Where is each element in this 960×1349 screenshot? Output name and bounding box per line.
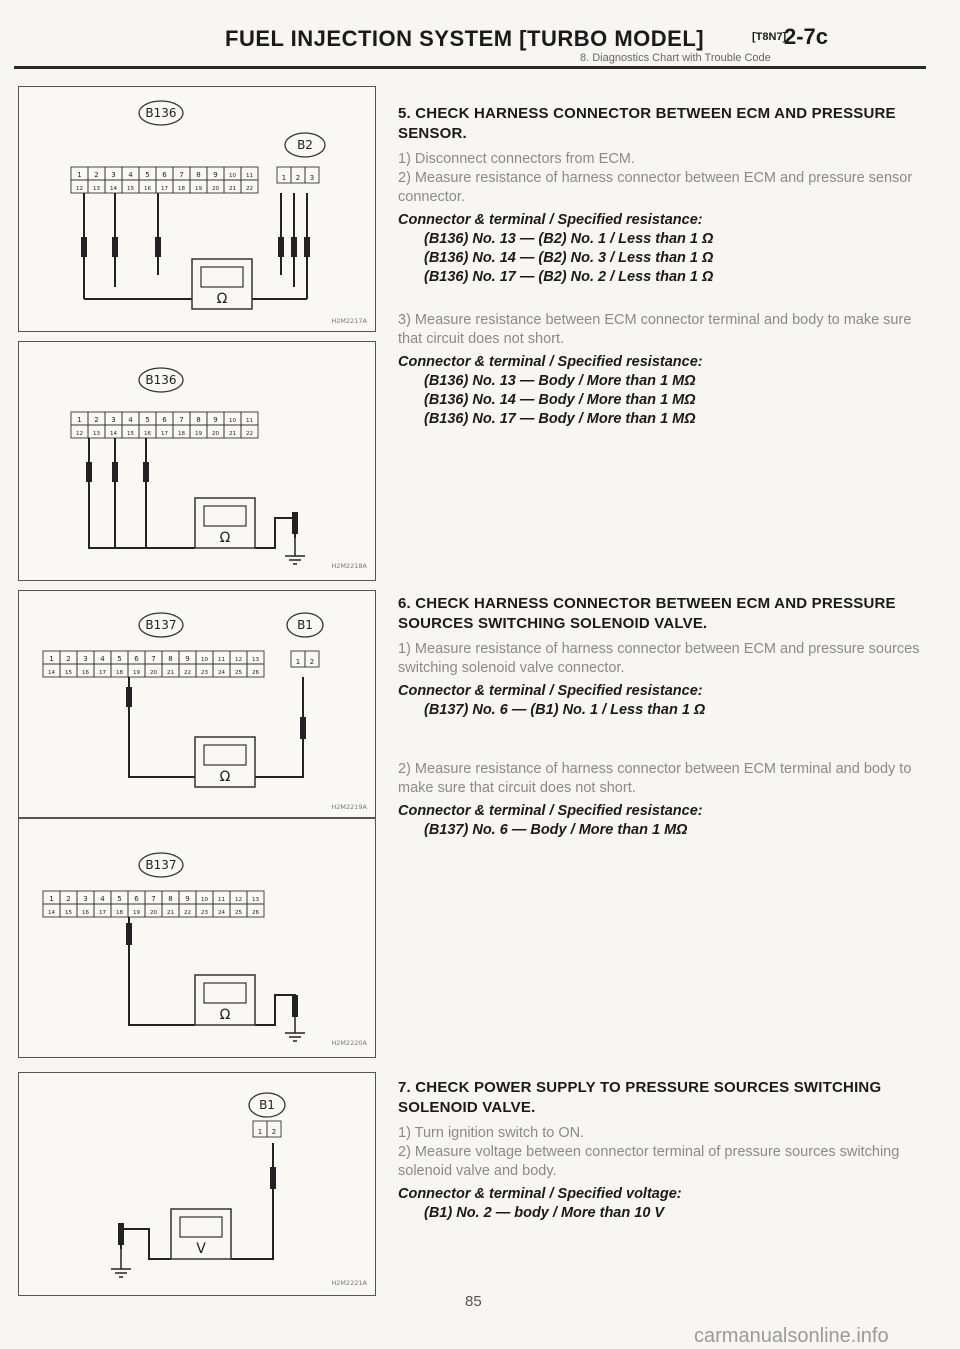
pin-number: 9 bbox=[213, 171, 218, 179]
pin-number: 18 bbox=[116, 670, 123, 676]
step-text: 1) Measure resistance of harness connector between ECM and pressure sources switching solenoid valve connector. bbox=[398, 641, 920, 676]
pin-number: 16 bbox=[144, 186, 151, 192]
step-text: 3) Measure resistance between ECM connector terminal and body to make sure that circuit does not short. bbox=[398, 312, 912, 347]
pin-number: 19 bbox=[195, 431, 202, 437]
pin-number: 25 bbox=[235, 670, 242, 676]
pin-number: 8 bbox=[168, 895, 173, 903]
pin-number: 25 bbox=[235, 910, 242, 916]
pin-number: 24 bbox=[218, 670, 225, 676]
pin-number: 3 bbox=[83, 895, 88, 903]
pin-number: 13 bbox=[93, 186, 100, 192]
ohm-symbol: Ω bbox=[219, 769, 231, 785]
pin-number: 9 bbox=[213, 416, 218, 424]
pin-number: 18 bbox=[178, 186, 185, 192]
pin-number: 18 bbox=[116, 910, 123, 916]
pin-number: 23 bbox=[201, 670, 208, 676]
pin-number: 13 bbox=[252, 897, 259, 903]
pin-number: 15 bbox=[65, 910, 72, 916]
step-text: 1) Turn ignition switch to ON. bbox=[398, 1125, 585, 1141]
pin-number: 17 bbox=[161, 186, 168, 192]
pin-number: 9 bbox=[185, 655, 190, 663]
pin-number: 20 bbox=[212, 186, 219, 192]
pin-number: 23 bbox=[201, 910, 208, 916]
pin-number: 4 bbox=[128, 416, 133, 424]
pin-number: 17 bbox=[161, 431, 168, 437]
step-text: 1) Disconnect connectors from ECM. bbox=[398, 151, 635, 167]
b136-connector bbox=[71, 167, 258, 193]
figure-2-diagram bbox=[18, 341, 376, 581]
pin-number: 22 bbox=[246, 431, 253, 437]
section-heading: 7. CHECK POWER SUPPLY TO PRESSURE SOURCES SWITCHING SOLENOID VALVE. bbox=[398, 1079, 882, 1116]
connector-label: B2 bbox=[297, 138, 313, 152]
figure-1-diagram bbox=[18, 86, 376, 332]
pin-number: 26 bbox=[252, 670, 259, 676]
pin-number: 12 bbox=[235, 657, 242, 663]
pin-number: 21 bbox=[167, 910, 174, 916]
pin-number: 22 bbox=[246, 186, 253, 192]
pin-number: 3 bbox=[111, 171, 116, 179]
pin-number: 13 bbox=[93, 431, 100, 437]
pin-number: 10 bbox=[229, 173, 236, 179]
pin-number: 10 bbox=[201, 897, 208, 903]
pin-number: 9 bbox=[185, 895, 190, 903]
pin-number: 17 bbox=[99, 910, 106, 916]
connector-label: B1 bbox=[297, 618, 313, 632]
figure-4-diagram bbox=[18, 818, 376, 1058]
pin-number: 2 bbox=[309, 658, 315, 666]
pin-number: 1 bbox=[77, 171, 82, 179]
page-number: 85 bbox=[465, 1293, 482, 1310]
pin-number: 1 bbox=[257, 1128, 263, 1136]
pin-number: 22 bbox=[184, 910, 191, 916]
figure-code: H2M2219A bbox=[331, 803, 367, 811]
pin-number: 11 bbox=[218, 897, 225, 903]
section-heading: 5. CHECK HARNESS CONNECTOR BETWEEN ECM AND PRESSURE SENSOR. bbox=[398, 105, 896, 142]
pin-number: 12 bbox=[76, 186, 83, 192]
pin-number: 21 bbox=[229, 431, 236, 437]
pin-number: 2 bbox=[94, 416, 99, 424]
connector-label: B136 bbox=[145, 106, 177, 120]
watermark: carmanualsonline.info bbox=[694, 1325, 889, 1347]
connector-label: B137 bbox=[145, 858, 177, 872]
page-subtitle: 8. Diagnostics Chart with Trouble Code bbox=[580, 52, 771, 64]
pin-number: 1 bbox=[77, 416, 82, 424]
pin-number: 14 bbox=[110, 186, 117, 192]
section-code: [T8N7] bbox=[752, 31, 787, 43]
pin-number: 7 bbox=[151, 895, 156, 903]
spec-line: (B136) No. 13 — (B2) No. 1 / Less than 1 Ω bbox=[424, 231, 714, 247]
pin-number: 12 bbox=[76, 431, 83, 437]
section-7 bbox=[398, 1078, 938, 1223]
spec-title: Connector & terminal / Specified resistance: bbox=[398, 683, 703, 699]
spec-title: Connector & terminal / Specified resistance: bbox=[398, 354, 703, 370]
section-heading: 6. CHECK HARNESS CONNECTOR BETWEEN ECM AND PRESSURE SOURCES SWITCHING SOLENOID VALVE. bbox=[398, 595, 896, 632]
pin-number: 16 bbox=[82, 670, 89, 676]
pin-number: 20 bbox=[150, 670, 157, 676]
pin-number: 20 bbox=[212, 431, 219, 437]
spec-title: Connector & terminal / Specified resistance: bbox=[398, 803, 703, 819]
pin-number: 8 bbox=[196, 416, 201, 424]
pin-number: 1 bbox=[281, 174, 287, 182]
pin-number: 13 bbox=[252, 657, 259, 663]
pin-number: 26 bbox=[252, 910, 259, 916]
pin-number: 5 bbox=[117, 895, 122, 903]
spec-line: (B136) No. 17 — (B2) No. 2 / Less than 1 Ω bbox=[424, 269, 714, 285]
pin-number: 4 bbox=[128, 171, 133, 179]
pin-number: 21 bbox=[229, 186, 236, 192]
ohm-symbol: Ω bbox=[219, 1007, 231, 1023]
pin-number: 3 bbox=[111, 416, 116, 424]
figure-code: H2M2218A bbox=[331, 562, 367, 570]
pin-number: 1 bbox=[49, 655, 54, 663]
pin-number: 16 bbox=[144, 431, 151, 437]
pin-number: 1 bbox=[49, 895, 54, 903]
b137-connector bbox=[43, 891, 264, 917]
spec-line: (B136) No. 13 — Body / More than 1 MΩ bbox=[424, 373, 696, 389]
pin-number: 11 bbox=[218, 657, 225, 663]
page-ref: 2-7c bbox=[784, 24, 829, 49]
figure-3-diagram bbox=[18, 590, 376, 818]
pin-number: 3 bbox=[309, 174, 315, 182]
b2-connector bbox=[277, 167, 319, 183]
pin-number: 2 bbox=[271, 1128, 277, 1136]
section-5 bbox=[398, 104, 938, 429]
pin-number: 10 bbox=[229, 418, 236, 424]
pin-number: 11 bbox=[246, 418, 253, 424]
pin-number: 14 bbox=[48, 910, 55, 916]
connector-label: B1 bbox=[259, 1098, 275, 1112]
step-text: 2) Measure voltage between connector terminal of pressure sources switching solenoid valve and body. bbox=[398, 1144, 900, 1179]
pin-number: 10 bbox=[201, 657, 208, 663]
b1-connector bbox=[253, 1121, 281, 1137]
pin-number: 15 bbox=[65, 670, 72, 676]
pin-number: 18 bbox=[178, 431, 185, 437]
pin-number: 14 bbox=[48, 670, 55, 676]
connector-label: B136 bbox=[145, 373, 177, 387]
spec-line: (B136) No. 14 — Body / More than 1 MΩ bbox=[424, 392, 696, 408]
figure-code: H2M2221A bbox=[331, 1279, 367, 1287]
pin-number: 19 bbox=[133, 910, 140, 916]
figure-5-diagram bbox=[18, 1072, 376, 1296]
ohm-symbol: Ω bbox=[216, 291, 228, 307]
pin-number: 5 bbox=[145, 171, 150, 179]
spec-line: (B137) No. 6 — Body / More than 1 MΩ bbox=[424, 822, 688, 838]
pin-number: 14 bbox=[110, 431, 117, 437]
pin-number: 7 bbox=[179, 416, 184, 424]
volt-symbol: V bbox=[196, 1241, 206, 1257]
pin-number: 5 bbox=[145, 416, 150, 424]
pin-number: 7 bbox=[179, 171, 184, 179]
pin-number: 8 bbox=[168, 655, 173, 663]
spec-title: Connector & terminal / Specified resistance: bbox=[398, 212, 703, 228]
connector-label: B137 bbox=[145, 618, 177, 632]
ohm-symbol: Ω bbox=[219, 530, 231, 546]
spec-title: Connector & terminal / Specified voltage: bbox=[398, 1186, 682, 1202]
pin-number: 2 bbox=[295, 174, 301, 182]
b1-connector bbox=[291, 651, 319, 667]
b137-connector bbox=[43, 651, 264, 677]
pin-number: 19 bbox=[133, 670, 140, 676]
pin-number: 24 bbox=[218, 910, 225, 916]
figure-code: H2M2220A bbox=[331, 1039, 367, 1047]
section-6 bbox=[398, 594, 938, 840]
step-text: 2) Measure resistance of harness connector between ECM terminal and body to make sure that circuit does not short. bbox=[398, 761, 912, 796]
page-title: FUEL INJECTION SYSTEM [TURBO MODEL] bbox=[225, 26, 705, 51]
pin-number: 6 bbox=[134, 895, 139, 903]
pin-number: 6 bbox=[162, 171, 167, 179]
spec-line: (B136) No. 17 — Body / More than 1 MΩ bbox=[424, 411, 696, 427]
pin-number: 15 bbox=[127, 186, 134, 192]
figure-code: H2M2217A bbox=[331, 317, 367, 325]
header-rule bbox=[14, 66, 926, 69]
pin-number: 15 bbox=[127, 431, 134, 437]
pin-number: 6 bbox=[134, 655, 139, 663]
pin-number: 5 bbox=[117, 655, 122, 663]
pin-number: 21 bbox=[167, 670, 174, 676]
b136-connector bbox=[71, 412, 258, 438]
pin-number: 8 bbox=[196, 171, 201, 179]
pin-number: 22 bbox=[184, 670, 191, 676]
spec-line: (B136) No. 14 — (B2) No. 3 / Less than 1 Ω bbox=[424, 250, 714, 266]
pin-number: 20 bbox=[150, 910, 157, 916]
pin-number: 1 bbox=[295, 658, 301, 666]
pin-number: 19 bbox=[195, 186, 202, 192]
pin-number: 17 bbox=[99, 670, 106, 676]
pin-number: 4 bbox=[100, 895, 105, 903]
pin-number: 2 bbox=[66, 655, 71, 663]
pin-number: 12 bbox=[235, 897, 242, 903]
pin-number: 3 bbox=[83, 655, 88, 663]
pin-number: 2 bbox=[66, 895, 71, 903]
step-text: 2) Measure resistance of harness connector between ECM and pressure sensor connector. bbox=[398, 170, 913, 205]
spec-line: (B1) No. 2 — body / More than 10 V bbox=[424, 1205, 665, 1221]
pin-number: 4 bbox=[100, 655, 105, 663]
pin-number: 7 bbox=[151, 655, 156, 663]
spec-line: (B137) No. 6 — (B1) No. 1 / Less than 1 Ω bbox=[424, 702, 706, 718]
pin-number: 16 bbox=[82, 910, 89, 916]
pin-number: 11 bbox=[246, 173, 253, 179]
pin-number: 2 bbox=[94, 171, 99, 179]
pin-number: 6 bbox=[162, 416, 167, 424]
